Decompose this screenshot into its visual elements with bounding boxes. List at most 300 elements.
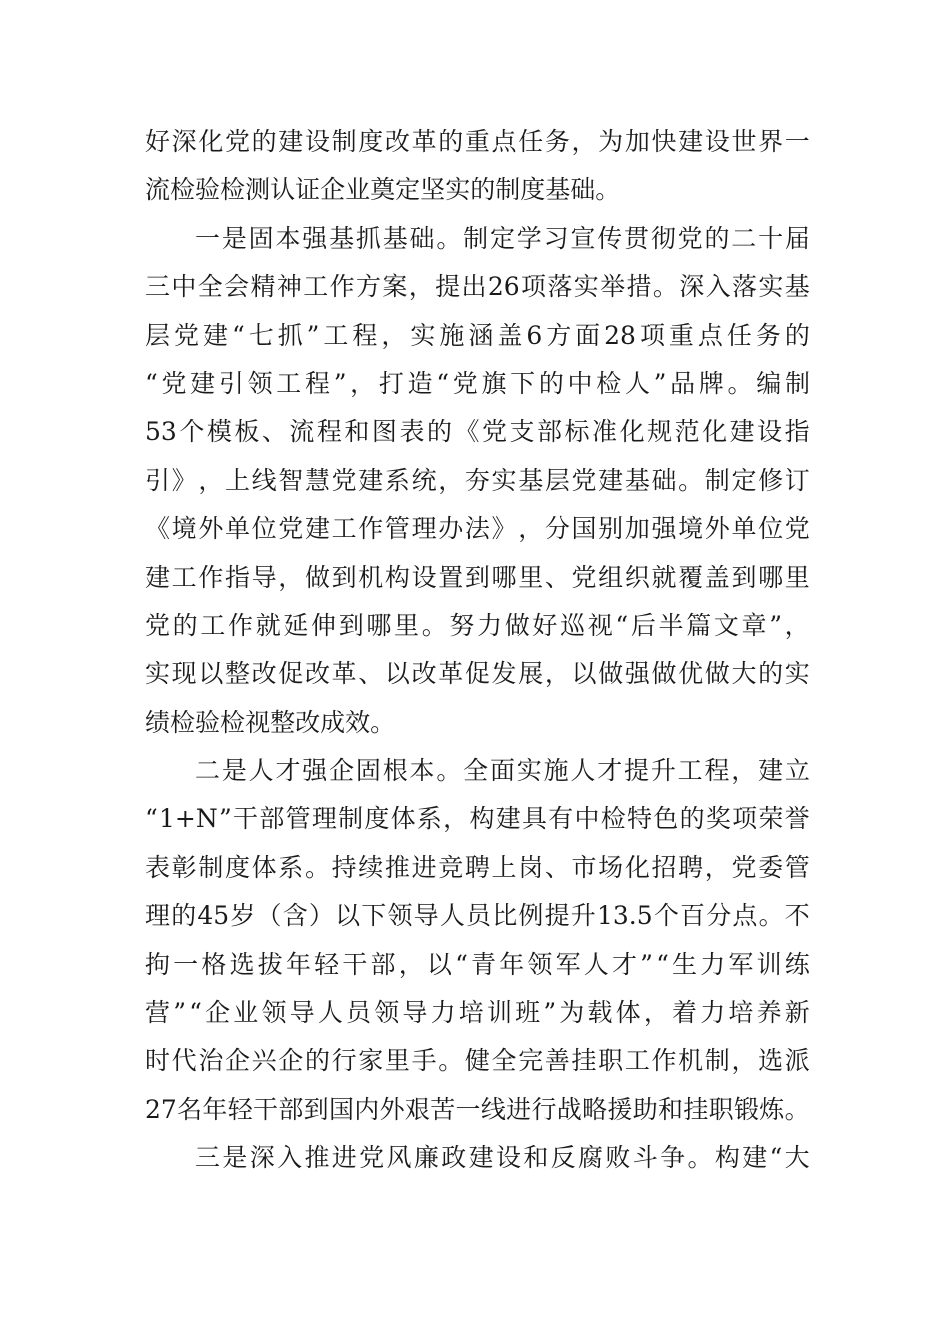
text-glyph: 机 (358, 562, 384, 592)
text-glyph: 聘 (678, 852, 704, 882)
text-glyph: 改 (384, 127, 410, 156)
text-glyph: 培 (728, 998, 754, 1028)
text-glyph: 检 (600, 804, 626, 834)
text-glyph: 的 (438, 127, 464, 156)
text-glyph: 方 (356, 272, 382, 302)
text-glyph: 中 (574, 804, 600, 834)
text-glyph: 《 (454, 417, 480, 447)
text-line (145, 554, 810, 602)
text-glyph: 年 (499, 949, 525, 979)
text-glyph: 制 (198, 852, 224, 882)
text-glyph: 制 (704, 1046, 730, 1076)
text-glyph: 做 (598, 659, 624, 689)
text-glyph: 面 (575, 320, 601, 350)
text-glyph: 人 (624, 368, 650, 398)
text-glyph: 整 (270, 707, 296, 737)
text-glyph: 巡 (560, 610, 586, 640)
text-glyph: 风 (386, 1143, 412, 1173)
text-glyph: 建 (304, 514, 330, 544)
text-glyph: 伸 (311, 610, 337, 640)
text-glyph: 层 (544, 465, 570, 495)
text-glyph: 彰 (171, 852, 197, 882)
text-glyph: 职 (598, 1046, 624, 1076)
text-glyph: 人 (583, 949, 609, 979)
text-glyph: 基 (518, 465, 544, 495)
text-glyph: 部 (537, 417, 563, 447)
text-glyph: 理 (145, 901, 171, 931)
text-glyph: 45 (197, 901, 230, 931)
text-glyph: 兴 (251, 1046, 277, 1076)
text-glyph: 大 (784, 1143, 810, 1173)
text-glyph: 载 (587, 998, 613, 1028)
text-glyph: 到 (731, 562, 757, 592)
text-glyph: 任 (726, 320, 752, 350)
text-glyph: 干 (342, 949, 368, 979)
text-glyph: 办 (438, 514, 464, 544)
text-glyph: 统 (411, 465, 437, 495)
text-glyph: 定 (489, 223, 515, 253)
text-glyph: 哪 (366, 610, 392, 640)
text-glyph: 传 (597, 223, 623, 253)
text-glyph: 改 (251, 659, 277, 689)
text-glyph: 招 (651, 852, 677, 882)
text-glyph: 基 (545, 175, 571, 205)
text-glyph: 6 (526, 320, 543, 350)
text-glyph: 奠 (370, 175, 396, 205)
text-glyph: 外 (379, 1094, 405, 1124)
text-glyph: 全 (197, 272, 223, 302)
text-glyph: 拔 (257, 949, 283, 979)
text-glyph: 党 (359, 1143, 385, 1173)
text-glyph: 本 (409, 756, 435, 786)
text-glyph: 建 (278, 127, 304, 156)
text-glyph: 检 (220, 707, 246, 737)
text-line (145, 166, 810, 214)
text-glyph: 任 (518, 127, 544, 156)
text-glyph: 有 (548, 804, 574, 834)
paragraph-first-line (145, 215, 810, 263)
text-glyph: 就 (255, 610, 281, 640)
text-glyph: 到 (331, 562, 357, 592)
text-line (145, 263, 810, 311)
text-glyph: 营 (145, 998, 171, 1028)
text-glyph: 进 (506, 1094, 532, 1124)
text-glyph: 半 (658, 610, 684, 640)
text-glyph: 到 (464, 562, 490, 592)
text-glyph: 领 (387, 901, 413, 931)
text-glyph: 28 (604, 320, 636, 350)
text-glyph: 界 (758, 127, 784, 156)
text-glyph: ” (640, 949, 653, 979)
text-glyph: 就 (651, 562, 677, 592)
text-glyph: 理 (411, 514, 437, 544)
text-glyph: 二 (195, 756, 221, 786)
text-glyph: 点 (697, 320, 723, 350)
text-glyph: 班 (515, 998, 541, 1028)
text-glyph: 企 (205, 998, 231, 1028)
text-glyph: 行 (331, 1046, 357, 1076)
text-glyph: 革 (438, 659, 464, 689)
text-glyph: 表 (145, 852, 171, 882)
text-glyph: 境 (171, 514, 197, 544)
text-glyph: 举 (600, 272, 626, 302)
text-glyph: 中 (567, 368, 593, 398)
text-glyph: 竞 (438, 852, 464, 882)
text-glyph: 程 (304, 368, 330, 398)
text-glyph: 百 (680, 901, 706, 931)
text-glyph: “ (769, 1143, 783, 1173)
text-glyph: 好 (532, 610, 558, 640)
text-glyph: 力 (700, 949, 726, 979)
text-glyph: 立 (784, 756, 810, 786)
text-glyph: 业 (345, 175, 371, 205)
text-glyph: ” (769, 610, 782, 640)
text-glyph: 成 (320, 707, 346, 737)
text-glyph: 施 (543, 756, 569, 786)
text-glyph: ， (278, 562, 304, 592)
text-glyph: 指 (784, 417, 810, 447)
text-glyph: 单 (224, 514, 250, 544)
text-glyph: ， (518, 514, 544, 544)
text-glyph: 支 (509, 417, 535, 447)
text-glyph: 编 (756, 368, 782, 398)
text-glyph: 练 (784, 949, 810, 979)
text-glyph: 落 (547, 272, 573, 302)
text-glyph: 做 (304, 562, 330, 592)
text-glyph: 53 (145, 417, 177, 447)
text-glyph: 法 (464, 514, 490, 544)
text-line (145, 795, 810, 843)
text-glyph: 改 (304, 659, 330, 689)
text-glyph: 哪 (758, 562, 784, 592)
text-glyph: 入 (705, 272, 731, 302)
text-glyph: 工 (276, 368, 302, 398)
text-line (145, 360, 810, 408)
text-glyph: 员 (466, 901, 492, 931)
text-glyph: 学 (516, 223, 542, 253)
text-glyph: 绩 (145, 707, 171, 737)
text-glyph: 。 (304, 852, 330, 882)
text-glyph: 管 (285, 804, 311, 834)
text-glyph: 聘 (464, 852, 490, 882)
text-glyph: 。 (727, 368, 753, 398)
text-glyph: 检 (220, 175, 246, 205)
text-glyph: 三 (145, 272, 171, 302)
text-glyph: 实 (784, 659, 810, 689)
text-glyph: 强 (624, 659, 650, 689)
paragraph-first-line (145, 747, 810, 795)
text-glyph: 深 (171, 127, 197, 156)
text-glyph: 工 (624, 1046, 650, 1076)
text-glyph: 工 (303, 272, 329, 302)
text-glyph: 基 (382, 223, 408, 253)
text-glyph: 好 (145, 127, 171, 156)
text-glyph: “ (189, 998, 202, 1028)
text-glyph: 工 (331, 514, 357, 544)
text-glyph: 色 (653, 804, 679, 834)
text-glyph: 着 (672, 998, 698, 1028)
text-glyph: 。 (652, 272, 678, 302)
text-glyph: 、 (261, 417, 287, 447)
text-glyph: 重 (668, 320, 694, 350)
text-glyph: 入 (277, 1143, 303, 1173)
text-glyph: 验 (195, 175, 221, 205)
text-glyph: 测 (245, 175, 271, 205)
text-glyph: 线 (251, 465, 277, 495)
text-glyph: 才 (597, 756, 623, 786)
text-glyph: 智 (278, 465, 304, 495)
text-glyph: 度 (364, 804, 390, 834)
text-glyph: 以 (198, 659, 224, 689)
text-glyph: 贯 (624, 223, 650, 253)
text-glyph: 强 (302, 756, 328, 786)
text-glyph: 图 (371, 417, 397, 447)
text-glyph: 工 (323, 320, 349, 350)
text-glyph: 军 (555, 949, 581, 979)
text-glyph: 企 (224, 1046, 250, 1076)
text-glyph: 的 (470, 175, 496, 205)
text-glyph: 特 (627, 804, 653, 834)
text-glyph: 荣 (758, 804, 784, 834)
text-glyph: 化 (624, 852, 650, 882)
text-glyph: 设 (411, 562, 437, 592)
text-glyph: 以 (571, 659, 597, 689)
text-glyph: 作 (329, 272, 355, 302)
text-glyph: ， (731, 1046, 757, 1076)
text-glyph: 人 (439, 901, 465, 931)
text-glyph: 努 (449, 610, 475, 640)
text-glyph: 具 (521, 804, 547, 834)
text-glyph: 是 (221, 756, 247, 786)
text-glyph: 干 (233, 804, 259, 834)
text-glyph: 基 (329, 223, 355, 253)
text-glyph: 全 (491, 1046, 517, 1076)
text-glyph: 快 (651, 127, 677, 156)
text-glyph: 党 (145, 610, 171, 640)
text-glyph: 的 (172, 610, 198, 640)
text-glyph: 展 (518, 659, 544, 689)
text-glyph: 行 (531, 1094, 557, 1124)
text-glyph: 建 (145, 562, 171, 592)
text-glyph: 机 (678, 1046, 704, 1076)
text-glyph: 派 (784, 1046, 810, 1076)
text-glyph: 党 (731, 852, 757, 882)
text-glyph: 党 (331, 465, 357, 495)
text-glyph: 助 (632, 1094, 658, 1124)
text-glyph: 。 (687, 1143, 713, 1173)
text-glyph: 构 (469, 804, 495, 834)
text-glyph: 党 (571, 562, 597, 592)
text-glyph: 制 (338, 804, 364, 834)
text-glyph: 程 (352, 320, 378, 350)
text-glyph: 。 (436, 756, 462, 786)
text-glyph: 挂 (683, 1094, 709, 1124)
text-glyph: 党 (278, 514, 304, 544)
text-glyph: 建 (468, 1143, 494, 1173)
text-glyph: ） (308, 901, 334, 931)
text-glyph: 持 (331, 852, 357, 882)
text-glyph: 世 (731, 127, 757, 156)
text-glyph: 体 (251, 852, 277, 882)
text-glyph: 盖 (497, 320, 523, 350)
text-glyph: 领 (261, 998, 287, 1028)
text-glyph: 准 (592, 417, 618, 447)
text-glyph: 后 (630, 610, 656, 640)
text-glyph: 、 (544, 562, 570, 592)
text-glyph: 人 (317, 998, 343, 1028)
text-line (145, 408, 810, 456)
text-glyph: 设 (495, 1143, 521, 1173)
text-glyph: 下 (361, 901, 387, 931)
text-glyph: 岁 (230, 901, 256, 931)
text-glyph: 军 (728, 949, 754, 979)
text-glyph: 上 (491, 852, 517, 882)
text-glyph: 才 (611, 949, 637, 979)
text-glyph: 企 (320, 175, 346, 205)
text-glyph: 党 (677, 223, 703, 253)
text-line (145, 989, 810, 1037)
text-glyph: 市 (571, 852, 597, 882)
text-glyph: “ (615, 610, 629, 640)
text-glyph: 一 (195, 223, 221, 253)
text-glyph: 指 (224, 562, 250, 592)
text-glyph: 一 (455, 1094, 481, 1124)
text-glyph: 实 (758, 272, 784, 302)
text-glyph: 检 (170, 175, 196, 205)
text-glyph: 规 (647, 417, 673, 447)
text-glyph: ， (544, 659, 570, 689)
text-line (145, 1037, 810, 1085)
text-glyph: 强 (302, 223, 328, 253)
text-glyph: 引 (145, 465, 171, 495)
text-glyph: 效 (345, 707, 371, 737)
text-glyph: 革 (331, 659, 357, 689)
text-line (145, 650, 810, 698)
text-glyph: 大 (731, 659, 757, 689)
text-glyph: 国 (571, 514, 597, 544)
text-glyph: 作 (228, 610, 254, 640)
text-glyph: 盖 (704, 562, 730, 592)
text-glyph: 分 (706, 901, 732, 931)
text-glyph: ， (443, 804, 469, 834)
text-glyph: 宣 (570, 223, 596, 253)
text-glyph: 部 (259, 804, 285, 834)
text-glyph: 固 (248, 223, 274, 253)
text-glyph: 础 (651, 465, 677, 495)
text-glyph: 干 (253, 1094, 279, 1124)
text-glyph: 为 (559, 998, 585, 1028)
text-glyph: 培 (458, 998, 484, 1028)
text-glyph: 一 (173, 949, 199, 979)
text-line (145, 844, 810, 892)
text-glyph: 神 (276, 272, 302, 302)
text-glyph: 线 (480, 1094, 506, 1124)
text-glyph: 覆 (678, 562, 704, 592)
text-glyph: ” (333, 368, 347, 398)
text-glyph: 导 (251, 562, 277, 592)
text-line (145, 1086, 810, 1134)
text-glyph: 败 (605, 1143, 631, 1173)
text-glyph: 十 (758, 223, 784, 253)
text-glyph: 轻 (227, 1094, 253, 1124)
text-glyph: 品 (670, 368, 696, 398)
text-glyph: 手 (411, 1046, 437, 1076)
text-glyph: 是 (221, 223, 247, 253)
text-glyph: ， (704, 852, 730, 882)
text-glyph: 证 (295, 175, 321, 205)
text-glyph: 改 (295, 707, 321, 737)
text-glyph: 1+N (159, 804, 218, 834)
text-glyph: 领 (247, 368, 273, 398)
text-glyph: 七 (248, 320, 274, 350)
text-glyph: 管 (384, 514, 410, 544)
text-glyph: 含 (282, 901, 308, 931)
text-glyph: 旗 (481, 368, 507, 398)
text-glyph: 是 (222, 1143, 248, 1173)
text-glyph: 务 (755, 320, 781, 350)
text-glyph: 部 (278, 1094, 304, 1124)
text-glyph: 党 (571, 465, 597, 495)
text-glyph: 项 (732, 804, 758, 834)
text-glyph: 基 (784, 272, 810, 302)
text-glyph: 文 (713, 610, 739, 640)
text-glyph: 青 (471, 949, 497, 979)
text-glyph: 习 (543, 223, 569, 253)
text-glyph: 根 (382, 756, 408, 786)
text-glyph: 促 (278, 659, 304, 689)
text-glyph: 的 (704, 223, 730, 253)
text-glyph: 系 (416, 804, 442, 834)
text-glyph: 化 (702, 417, 728, 447)
text-glyph: 优 (678, 659, 704, 689)
text-glyph: 、 (358, 659, 384, 689)
text-glyph: 力 (430, 998, 456, 1028)
text-glyph: 实 (516, 756, 542, 786)
text-glyph: 方 (546, 320, 572, 350)
text-glyph: 提 (624, 756, 650, 786)
text-glyph: 。 (438, 1046, 464, 1076)
text-glyph: 里 (394, 610, 420, 640)
text-glyph: 别 (598, 514, 624, 544)
text-glyph: ， (408, 272, 434, 302)
text-glyph: 章 (741, 610, 767, 640)
text-glyph: 格 (201, 949, 227, 979)
text-glyph: 奖 (705, 804, 731, 834)
text-glyph: 修 (758, 465, 784, 495)
text-glyph: 以 (384, 659, 410, 689)
text-glyph: 27 (145, 1094, 177, 1124)
text-glyph: 化 (198, 127, 224, 156)
text-glyph: 化 (619, 417, 645, 447)
text-glyph: 工 (677, 756, 703, 786)
text-glyph: 程 (704, 756, 730, 786)
text-glyph: 政 (441, 1143, 467, 1173)
text-glyph: 作 (651, 1046, 677, 1076)
text-glyph: 导 (413, 901, 439, 931)
text-glyph: 改 (411, 659, 437, 689)
text-glyph: 。 (784, 1094, 810, 1124)
text-glyph: 例 (518, 901, 544, 931)
text-glyph: 作 (358, 514, 384, 544)
text-glyph: 新 (784, 998, 810, 1028)
text-glyph: 业 (233, 998, 259, 1028)
text-glyph: 打 (378, 368, 404, 398)
text-glyph: 和 (523, 1143, 549, 1173)
text-glyph: 年 (202, 1094, 228, 1124)
text-glyph: 党 (224, 127, 250, 156)
text-glyph: 实 (410, 320, 436, 350)
text-glyph: 艰 (404, 1094, 430, 1124)
